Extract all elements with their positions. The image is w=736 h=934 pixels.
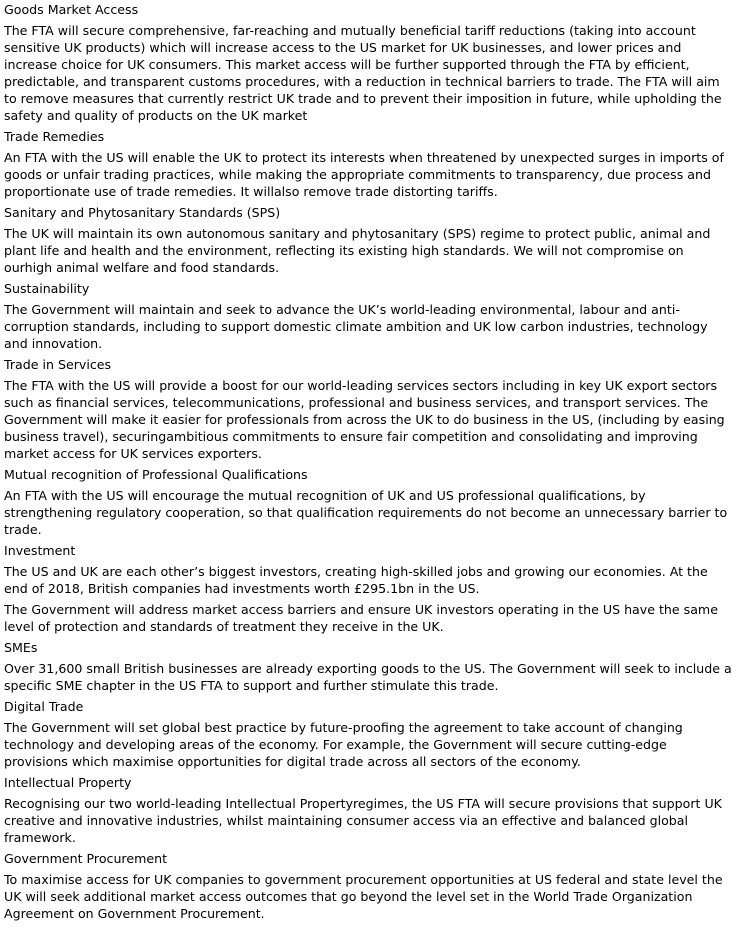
section-paragraph: Over 31,600 small British businesses are already exporting goods to the US. The Government will seek to include a specific SME chapter in the US FTA to support and further stimulate this trade. — [4, 661, 732, 693]
section-sustainability — [4, 280, 732, 352]
section-paragraph: An FTA with the US will enable the UK to protect its interests when threatened by unexpected surges in imports of goods or unfair trading practices, while making the appropriate commitments to transparency, due process and proportionate use of trade remedies. It willalso remove trade distorting tariffs. — [4, 150, 724, 199]
section-digital-trade — [4, 698, 732, 770]
section-paragraph: The Government will address market access barriers and ensure UK investors operating in the US have the same level of protection and standards of treatment they receive in the UK. — [4, 602, 718, 634]
section-trade-in-services — [4, 356, 732, 462]
section-paragraph: The FTA will secure comprehensive, far-reaching and mutually beneficial tariff reductions (taking into account sensitive UK products) which will increase access to the US market for UK businesses, and lower prices and increase choice for UK consumers. This market access will be further supported through the FTA by efficient, predictable, and transparent customs procedures, with a reduction in technical barriers to trade. The FTA will aim to remove measures that currently restrict UK trade and to prevent their imposition in future, while upholding the safety and quality of products on the UK market — [4, 23, 722, 123]
section-goods-market-access — [4, 1, 732, 124]
section-paragraph: The FTA with the US will provide a boost for our world-leading services sectors including in key UK export sectors such as financial services, telecommunications, professional and business services, and transport services. The Government will make it easier for professionals from across the UK to do business in the US, (including by easing business travel), securingambitious commitments to ensure fair competition and consolidating and improving market access for UK services exporters. — [4, 378, 725, 461]
section-heading: Investment — [4, 543, 76, 558]
section-trade-remedies — [4, 128, 732, 200]
section-mutual-recognition — [4, 466, 732, 538]
section-heading: Government Procurement — [4, 851, 168, 866]
section-investment — [4, 542, 732, 635]
section-heading: SMEs — [4, 640, 38, 655]
section-paragraph: The Government will set global best practice by future-proofing the agreement to take account of changing technology and developing areas of the economy. For example, the Government will secure cutting-edge provisions which maximise opportunities for digital trade across all sectors of the economy. — [4, 720, 683, 769]
section-smes — [4, 639, 732, 694]
section-heading: Digital Trade — [4, 699, 84, 714]
section-paragraph: An FTA with the US will encourage the mutual recognition of UK and US professional qualifications, by strengthening regulatory cooperation, so that qualification requirements do not become an unnecessary barrier to trade. — [4, 488, 728, 537]
section-heading: Sanitary and Phytosanitary Standards (SPS) — [4, 205, 281, 220]
section-sps — [4, 204, 732, 276]
section-heading: Trade Remedies — [4, 129, 105, 144]
section-paragraph: The Government will maintain and seek to advance the UK’s world-leading environmental, labour and anti-corruption standards, including to support domestic climate ambition and UK low carbon industries, technology and innovation. — [4, 302, 708, 351]
section-intellectual-property — [4, 774, 732, 846]
section-paragraph: Recognising our two world-leading Intellectual Propertyregimes, the US FTA will secure provisions that support UK creative and innovative industries, whilst maintaining consumer access via an effective and balanced global framework. — [4, 796, 722, 845]
section-paragraph: To maximise access for UK companies to government procurement opportunities at US federal and state level the UK will seek additional market access outcomes that go beyond the level set in the World Trade Organization Agreement on Government Procurement. — [4, 872, 723, 921]
section-government-procurement — [4, 850, 732, 922]
section-heading: Trade in Services — [4, 357, 112, 372]
section-heading: Goods Market Access — [4, 2, 139, 17]
section-paragraph: The US and UK are each other’s biggest investors, creating high-skilled jobs and growing our economies. At the end of 2018, British companies had investments worth £295.1bn in the US. — [4, 564, 708, 596]
section-heading: Mutual recognition of Professional Qualifications — [4, 467, 308, 482]
section-heading: Intellectual Property — [4, 775, 132, 790]
section-paragraph: The UK will maintain its own autonomous sanitary and phytosanitary (SPS) regime to protect public, animal and plant life and health and the environment, reflecting its existing high standards. We will not compromise on ourhigh animal welfare and food standards. — [4, 226, 711, 275]
section-heading: Sustainability — [4, 281, 90, 296]
